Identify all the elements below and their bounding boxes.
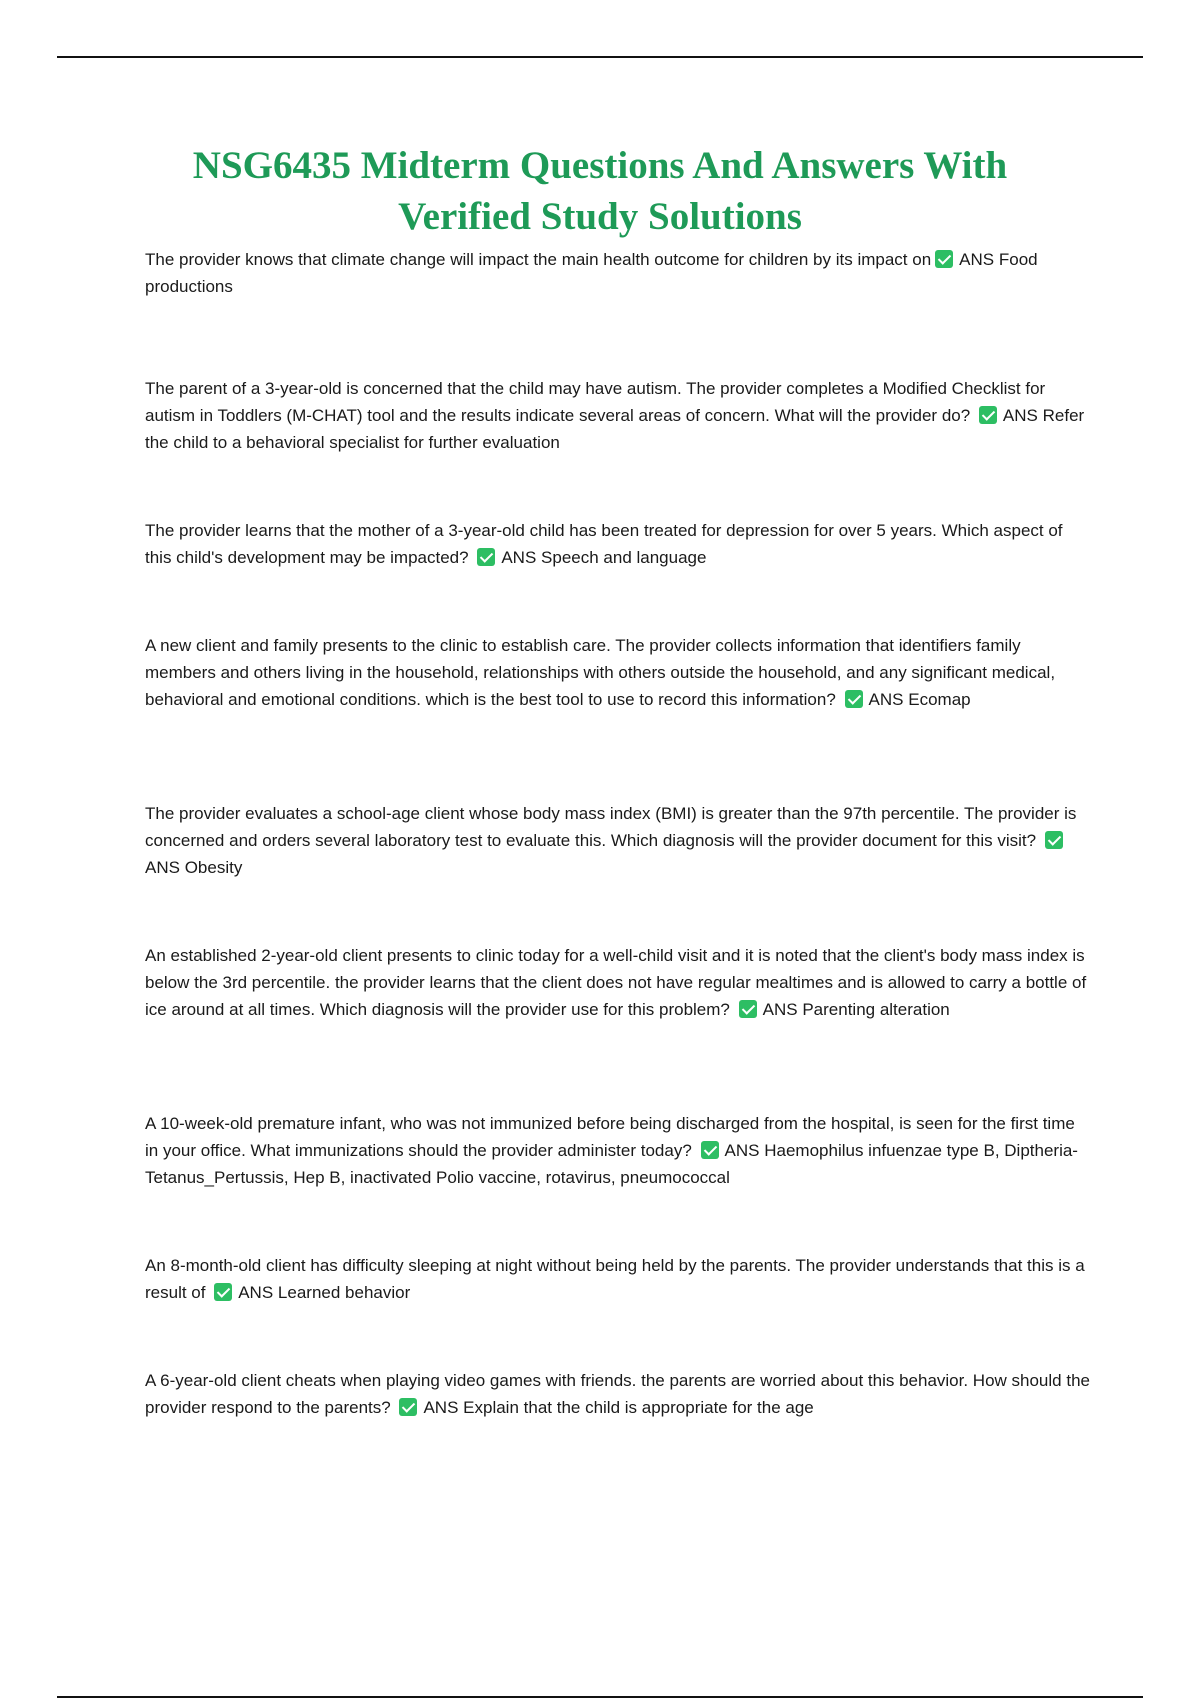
qa-item-5 <box>145 800 1090 881</box>
answer-text: Ecomap <box>908 690 971 709</box>
answer-text: Explain that the child is appropriate for the age <box>463 1398 814 1417</box>
question-text: A new client and family presents to the clinic to establish care. The provider collects information that identifiers family members and others living in the household, relationships with others outside the household, and any significant medical, behavioral and emotional conditions. which is the best tool to use to record this information? <box>145 636 1056 709</box>
green-checkbox-icon <box>935 250 953 268</box>
question-text: The provider knows that climate change will impact the main health outcome for children by its impact on <box>145 250 932 269</box>
question-text: A 10-week-old premature infant, who was not immunized before being discharged from the hospital, is seen for the first time in your office. What immunizations should the provider administer today? <box>145 1114 1075 1160</box>
qa-item-8 <box>145 1252 1090 1306</box>
green-checkbox-icon <box>477 548 495 566</box>
qa-item-3 <box>145 517 1090 571</box>
question-text: An 8-month-old client has difficulty sleeping at night without being held by the parents. The provider understands that this is a result of <box>145 1256 1085 1302</box>
answer-prefix: ANS <box>959 250 995 269</box>
top-rule <box>57 56 1143 58</box>
qa-item-2 <box>145 375 1090 456</box>
answer-text: Learned behavior <box>277 1283 411 1302</box>
green-checkbox-icon <box>739 1000 757 1018</box>
green-checkbox-icon <box>979 406 997 424</box>
question-text: A 6-year-old client cheats when playing video games with friends. the parents are worried about this behavior. How should the provider respond to the parents? <box>145 1371 1090 1417</box>
qa-item-9 <box>145 1367 1090 1421</box>
green-checkbox-icon <box>399 1398 417 1416</box>
answer-text: Food productions <box>145 250 1038 296</box>
qa-item-4 <box>145 632 1090 713</box>
question-text: The parent of a 3-year-old is concerned that the child may have autism. The provider completes a Modified Checklist for autism in Toddlers (M-CHAT) tool and the results indicate several areas of concern. What will the provider do? <box>145 379 1046 425</box>
question-text: The provider evaluates a school-age client whose body mass index (BMI) is greater than the 97th percentile. The provider is concerned and orders several laboratory test to evaluate this. Which diagnosis will the provider document for this visit? <box>145 804 1077 850</box>
green-checkbox-icon <box>701 1141 719 1159</box>
qa-item-1 <box>145 246 1090 300</box>
answer-prefix: ANS <box>501 548 537 567</box>
answer-text: Obesity <box>184 858 243 877</box>
green-checkbox-icon <box>845 690 863 708</box>
answer-text: Speech and language <box>541 548 707 567</box>
answer-prefix: ANS <box>238 1283 274 1302</box>
answer-prefix: ANS <box>145 858 180 877</box>
question-text: An established 2-year-old client presents to clinic today for a well-child visit and it is noted that the client's body mass index is below the 3rd percentile. the provider learns that the client does not have regular mealtimes and is allowed to carry a bottle of ice around at all times. Which diagnosis will the provider use for this problem? <box>145 946 1087 1019</box>
answer-text: Parenting alteration <box>802 1000 950 1019</box>
title-line-2: Verified Study Solutions <box>398 195 802 238</box>
title-line-1: NSG6435 Midterm Questions And Answers With <box>192 144 1008 187</box>
answer-prefix: ANS <box>724 1141 760 1160</box>
document-title <box>100 140 1100 242</box>
answer-text: Refer the child to a behavioral specialist for further evaluation <box>145 406 1085 452</box>
answer-prefix: ANS <box>1002 406 1038 425</box>
green-checkbox-icon <box>214 1283 232 1301</box>
answer-prefix: ANS <box>423 1398 459 1417</box>
qa-item-7 <box>145 1110 1090 1191</box>
bottom-rule <box>57 1696 1143 1698</box>
answer-prefix: ANS <box>868 690 904 709</box>
green-checkbox-icon <box>1045 831 1063 849</box>
answer-text: Haemophilus infuenzae type B, Diptheria-Tetanus_Pertussis, Hep B, inactivated Polio vaccine, rotavirus, pneumococcal <box>145 1141 1078 1187</box>
answer-prefix: ANS <box>762 1000 798 1019</box>
qa-item-6 <box>145 942 1090 1023</box>
question-text: The provider learns that the mother of a 3-year-old child has been treated for depression for over 5 years. Which aspect of this child's development may be impacted? <box>145 521 1063 567</box>
